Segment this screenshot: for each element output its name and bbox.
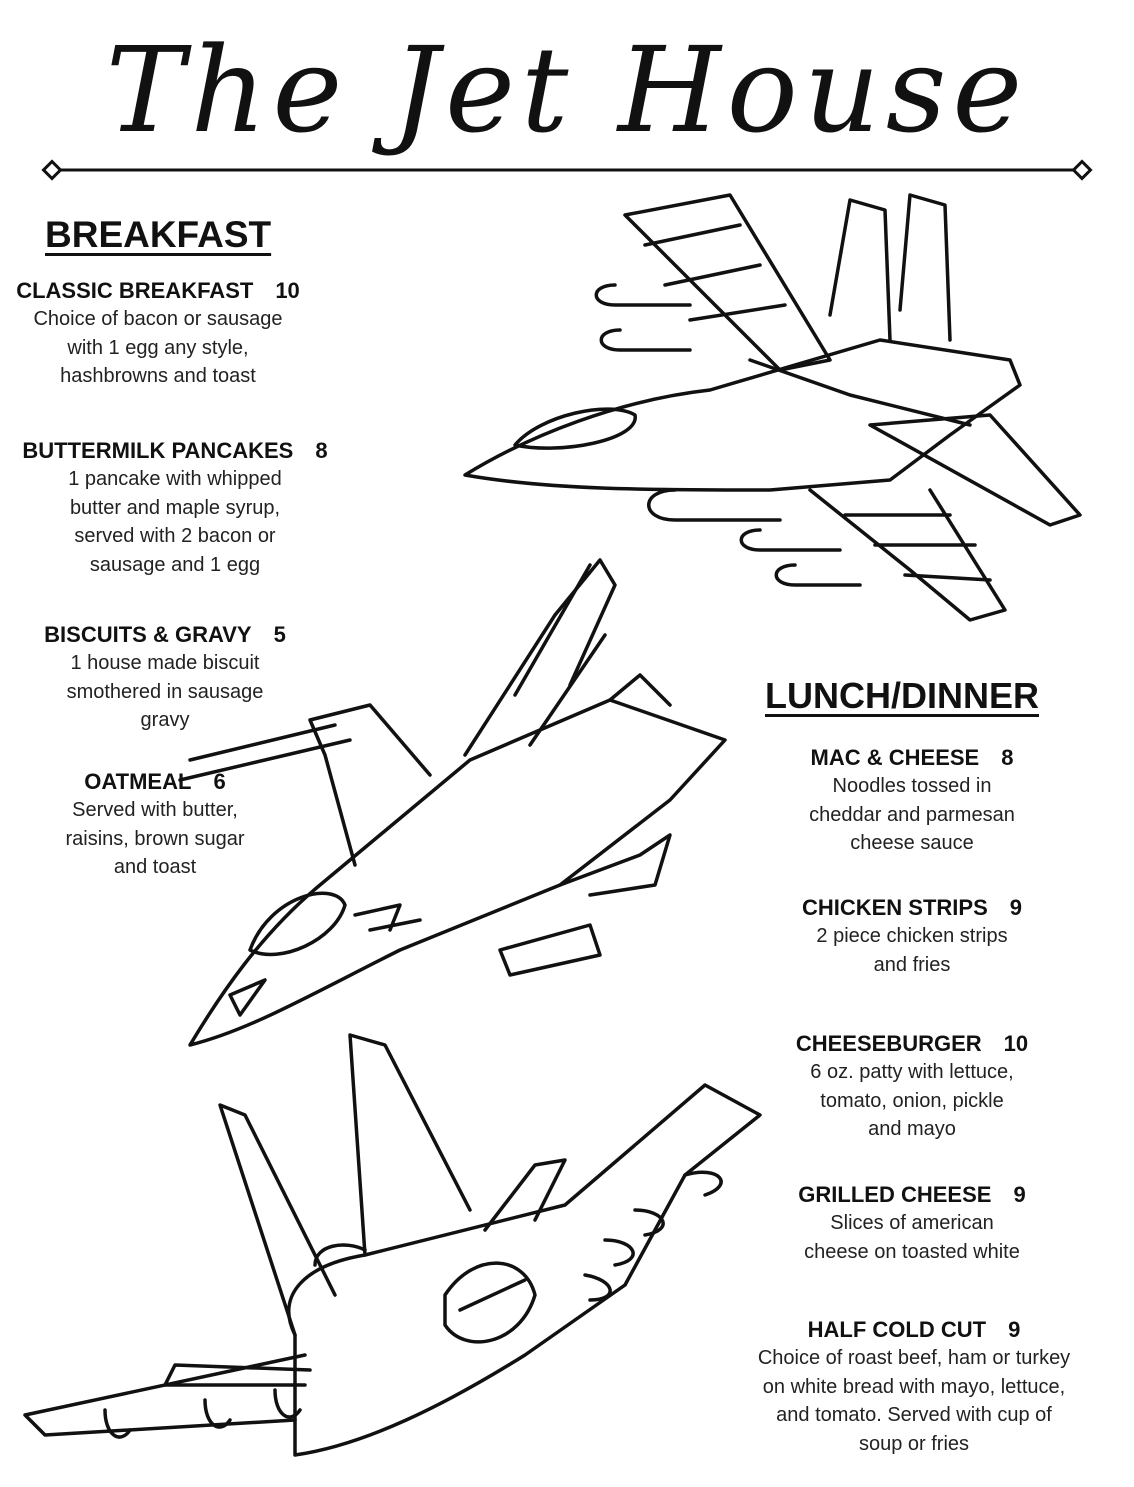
item-price: 10: [1003, 1031, 1029, 1056]
jet-icon: [170, 555, 740, 1065]
menu-item-half-cold-cut: [724, 1316, 1104, 1458]
menu-item-mac-cheese: [762, 744, 1062, 858]
title-divider: [40, 158, 1094, 182]
item-name: CHICKEN STRIPS: [801, 895, 988, 920]
item-price: 5: [273, 622, 286, 647]
item-description: 6 oz. patty with lettuce, tomato, onion, pickle and mayo: [810, 1061, 1014, 1140]
menu-item-grilled-cheese: [762, 1181, 1062, 1266]
item-name: BUTTERMILK PANCAKES: [22, 438, 294, 463]
item-name: MAC & CHEESE: [810, 745, 980, 770]
item-price: 10: [275, 278, 300, 303]
item-price: 9: [1009, 895, 1023, 920]
item-price: 9: [1008, 1317, 1021, 1342]
item-description: 2 piece chicken strips and fries: [816, 925, 1008, 976]
breakfast-heading: BREAKFAST: [45, 214, 272, 255]
item-description: 1 pancake with whipped butter and maple syrup, served with 2 bacon or sausage and 1 egg: [68, 468, 282, 576]
jet-icon: [5, 1025, 765, 1470]
item-name: HALF COLD CUT: [807, 1317, 987, 1342]
menu-item-chicken-strips: [762, 894, 1062, 979]
item-name: CHEESEBURGER: [795, 1031, 982, 1056]
item-price: 9: [1013, 1182, 1026, 1207]
item-name: GRILLED CHEESE: [798, 1182, 992, 1207]
lunch-dinner-heading: LUNCH/DINNER: [765, 675, 1039, 716]
item-price: 8: [1001, 745, 1014, 770]
item-description: Served with butter, raisins, brown sugar and toast: [65, 799, 245, 878]
item-name: CLASSIC BREAKFAST: [16, 278, 254, 303]
menu-item-cheeseburger: [762, 1030, 1062, 1144]
menu-item-classic-breakfast: [0, 277, 316, 391]
item-description: Choice of roast beef, ham or turkey on white bread with mayo, lettuce, and tomato. Served with cup of soup or fries: [757, 1347, 1071, 1455]
item-price: 6: [213, 769, 226, 794]
menu-title: The Jet House: [105, 21, 1029, 159]
item-name: OATMEAL: [84, 769, 192, 794]
item-description: Slices of american cheese on toasted white: [804, 1212, 1020, 1263]
item-description: 1 house made biscuit smothered in sausage gravy: [66, 652, 264, 731]
item-price: 8: [315, 438, 328, 463]
item-name: BISCUITS & GRAVY: [44, 622, 252, 647]
item-description: Choice of bacon or sausage with 1 egg any style, hashbrowns and toast: [33, 308, 283, 387]
item-description: Noodles tossed in cheddar and parmesan cheese sauce: [809, 775, 1015, 854]
